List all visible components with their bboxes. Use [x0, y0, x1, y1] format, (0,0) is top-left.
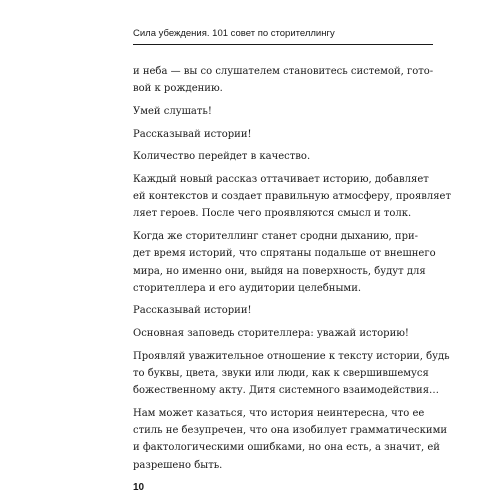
paragraph: [133, 325, 438, 342]
text-line: Рассказывай истории!: [133, 305, 252, 317]
paragraph: [133, 171, 451, 223]
text-line: Нам может казаться, что история неинтересна, что ее: [133, 407, 425, 419]
paragraph: [133, 405, 448, 474]
paragraph: [133, 348, 450, 400]
text-line: ляет героев. После чего проявляются смысл и толк.: [133, 208, 412, 220]
text-line: Рассказывай истории!: [133, 128, 252, 140]
text-line: ей контекстов и создает правильную атмосферу, проявляет: [133, 191, 451, 203]
paragraph: [133, 103, 438, 120]
text-line: дет время историй, что спрятаны подальше от внешнего: [133, 248, 436, 260]
paragraph: [133, 148, 438, 165]
text-line: Количество перейдет в качество.: [133, 151, 311, 163]
text-line: Умей слушать!: [133, 105, 212, 117]
running-head: Сила убеждения. 101 совет по сторителлингу: [133, 28, 433, 45]
paragraph: [133, 228, 438, 297]
paragraph: [133, 63, 438, 97]
text-line: стиль не безупречен, что она изобилует грамматическими: [133, 425, 448, 437]
text-line: и неба — вы со слушателем становитесь системой, гото-: [133, 66, 434, 77]
text-line: сторителлера и его аудитории целебными.: [133, 282, 362, 294]
text-line: Когда же сторителлинг станет сродни дыханию, при-: [133, 231, 419, 243]
text-line: божественному акту. Дитя системного взаимодействия…: [133, 385, 440, 397]
text-line: разрешено быть.: [133, 459, 223, 471]
text-line: то буквы, цвета, звуки или люди, как к свершившемуся: [133, 368, 429, 379]
text-line: Каждый новый рассказ оттачивает историю, добавляет: [133, 174, 429, 185]
text-line: мира, но именно они, выйдя на поверхность, будут для: [133, 265, 426, 277]
paragraph: [133, 302, 438, 319]
page-number: 10: [133, 482, 145, 493]
text-line: и фактологическими ошибками, но она есть, а значит, ей: [133, 442, 440, 454]
text-line: Основная заповедь сторителлера: уважай историю!: [133, 328, 409, 340]
text-line: вой к рождению.: [133, 83, 223, 95]
paragraph: [133, 126, 438, 143]
text-line: Проявляй уважительное отношение к тексту истории, будь: [133, 350, 450, 362]
